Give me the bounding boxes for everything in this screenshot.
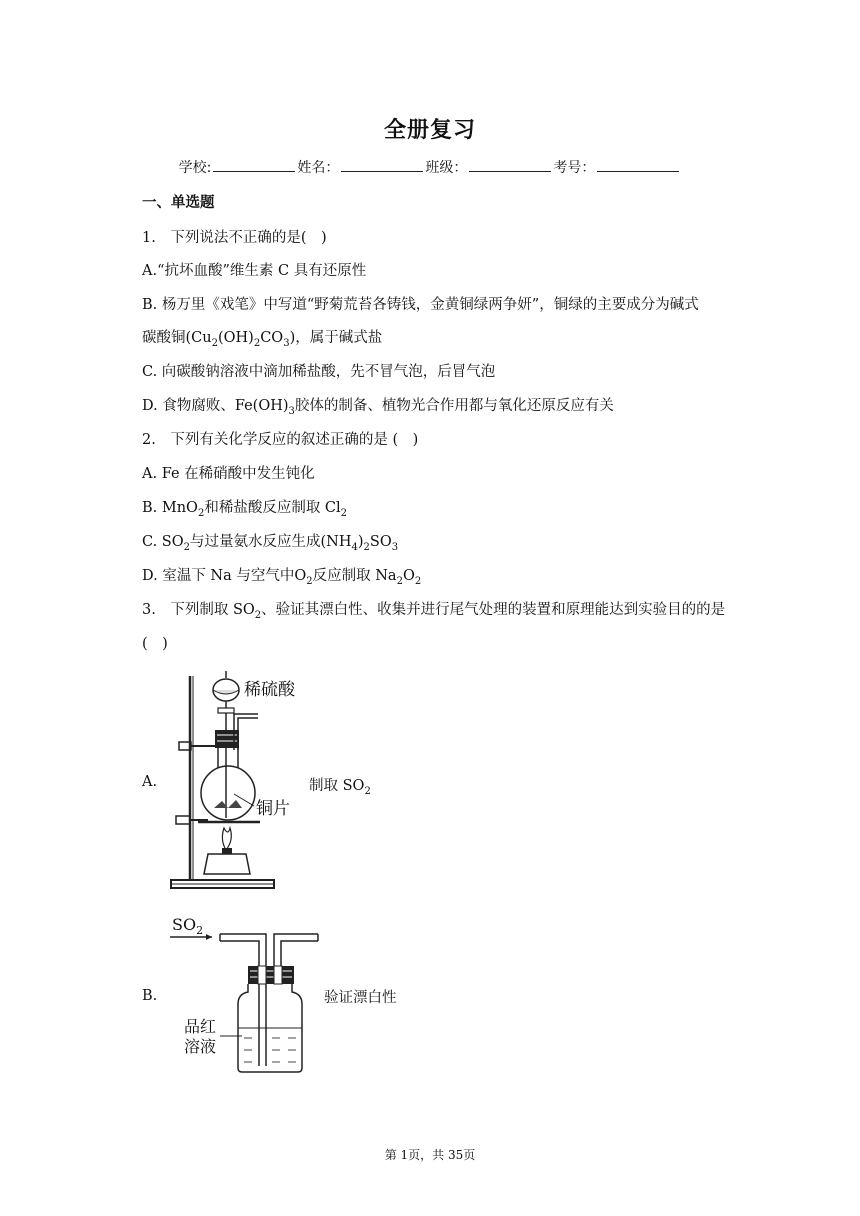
question-3-option-b-label: B. <box>142 988 158 1004</box>
section-heading: 一、单选题 <box>142 195 215 211</box>
exam-number-blank <box>597 157 679 172</box>
school-blank <box>213 157 295 172</box>
question-3-option-a-caption: 制取 $SO_2$ <box>309 778 371 797</box>
question-2-stem: 2. 下列有关化学反应的叙述正确的是 ( ) <box>142 432 419 448</box>
question-2-option-b: B. MnO$_2$和稀盐酸反应制取 $Cl_2$ <box>142 500 348 519</box>
question-3-stem: 3. 下列制取 $SO_2$、验证其漂白性、收集并进行尾气处理的装置和原理能达到实验目的的是 <box>142 602 726 621</box>
copper-sheet-label: 铜片 <box>256 799 290 819</box>
question-1-option-b-line1: B. 杨万里《戏笔》中写道“野菊荒苔各铸钱，金黄铜绿两争妍”，铜绿的主要成分为碱式 <box>142 297 699 313</box>
so2-generator-apparatus-diagram <box>168 668 308 890</box>
question-1-option-a: A.“抗坏血酸”维生素 C 具有还原性 <box>142 263 367 279</box>
page-footer: 第 1页，共 35页 <box>384 1148 476 1162</box>
question-3-option-b-caption: 验证漂白性 <box>324 990 397 1006</box>
question-2-option-d: D. 室温下 Na 与空气中$O_2$反应制取 $Na_2O_2$ <box>142 568 422 587</box>
solution-label: 溶液 <box>184 1037 217 1056</box>
school-label: 学校: <box>178 160 212 176</box>
class-label: 班级： <box>425 160 468 176</box>
name-blank <box>341 157 423 172</box>
page-title: 全册复习 <box>383 118 476 143</box>
so2-bleaching-test-bottle-diagram <box>168 908 328 1078</box>
question-1-stem: 1. 下列说法不正确的是( ) <box>142 230 327 246</box>
class-blank <box>469 157 551 172</box>
dilute-sulfuric-acid-label: 稀硫酸 <box>244 680 295 700</box>
question-1-option-b-line2: 碳酸铜$(Cu_2(OH)_2CO_3)$，属于碱式盐 <box>142 330 383 349</box>
question-3-option-a-label: A. <box>142 774 158 790</box>
student-info-line <box>0 157 860 177</box>
question-2-option-a: A. Fe 在稀硝酸中发生钝化 <box>142 466 315 482</box>
magenta-label: 品红 <box>184 1017 217 1036</box>
question-2-option-c: C. $SO_2$与过量氨水反应生成$(NH_4)_2SO_3$ <box>142 534 399 553</box>
question-1-option-d: D. 食物腐败、$Fe(OH)_3$胶体的制备、植物光合作用都与氧化还原反应有关 <box>142 398 614 417</box>
name-label: 姓名： <box>297 160 340 176</box>
question-1-option-c: C. 向碳酸钠溶液中滴加稀盐酸，先不冒气泡，后冒气泡 <box>142 364 496 380</box>
exam-number-label: 考号： <box>553 160 596 176</box>
so2-gas-label: $SO_2$ <box>172 915 204 937</box>
question-3-stem-line2: ( ) <box>142 636 168 652</box>
